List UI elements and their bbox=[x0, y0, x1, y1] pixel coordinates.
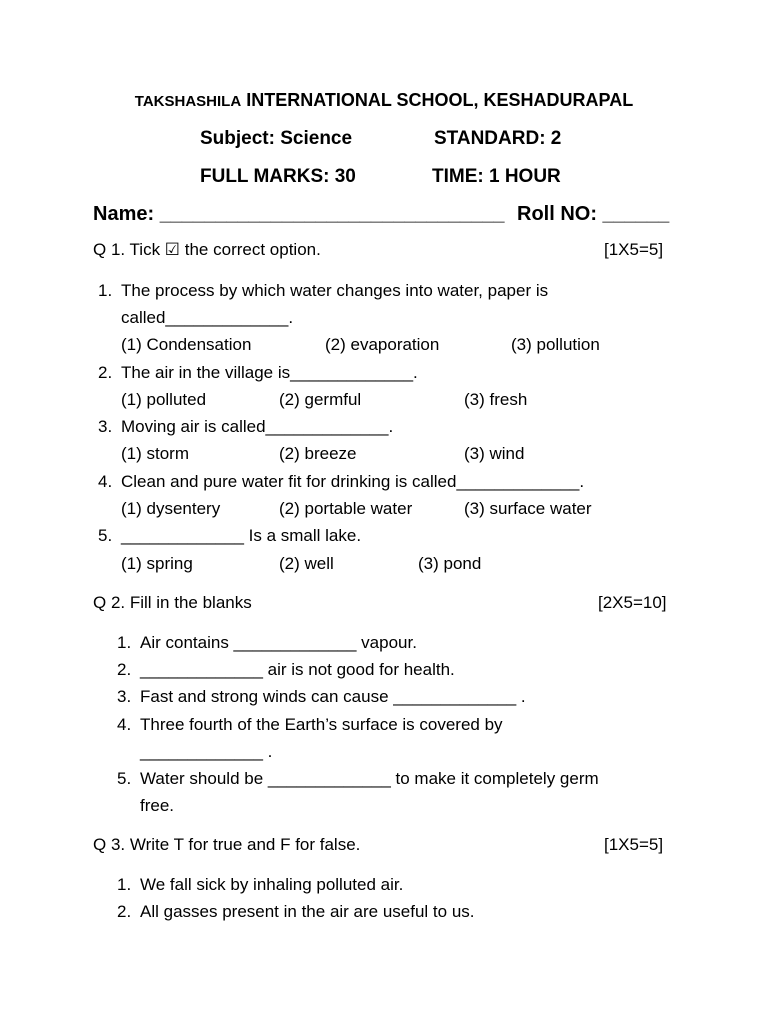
q1-option: (3) surface water bbox=[464, 499, 592, 518]
q2-item-number: 2. bbox=[117, 660, 132, 679]
q1-option: (1) spring bbox=[121, 554, 193, 573]
q1-item-text: Moving air is called_____________. bbox=[121, 417, 394, 436]
q1-option: (1) storm bbox=[121, 444, 189, 463]
q1-marks: [1X5=5] bbox=[604, 240, 664, 259]
q3-item-text: We fall sick by inhaling polluted air. bbox=[140, 875, 404, 894]
q1-item-text: _____________ Is a small lake. bbox=[121, 526, 362, 545]
q3-item-number: 2. bbox=[117, 902, 132, 921]
q2-title: Q 2. Fill in the blanks bbox=[93, 593, 252, 612]
standard-label: STANDARD: 2 bbox=[434, 128, 562, 149]
q2-item-number: 5. bbox=[117, 769, 132, 788]
q1-item-number: 1. bbox=[98, 281, 113, 300]
school-name bbox=[0, 90, 768, 111]
q1-item-number: 3. bbox=[98, 417, 113, 436]
name-field: Name: _______________________________ bbox=[93, 203, 505, 225]
q1-option: (1) dysentery bbox=[121, 499, 221, 518]
q1-option: (2) portable water bbox=[279, 499, 413, 518]
school-name-prefix: TAKSHASHILA bbox=[134, 93, 242, 110]
q2-item-number: 3. bbox=[117, 687, 132, 706]
q2-item-number: 1. bbox=[117, 633, 132, 652]
q2-item-text: _____________ air is not good for health. bbox=[140, 660, 455, 679]
full-marks-label: FULL MARKS: 30 bbox=[200, 166, 356, 187]
q1-item-text: The process by which water changes into water, paper is bbox=[121, 281, 549, 300]
school-name-rest: INTERNATIONAL SCHOOL, KESHADURAPAL bbox=[246, 90, 634, 110]
q1-option: (1) polluted bbox=[121, 390, 207, 409]
q1-title: Q 1. Tick ☑ the correct option. bbox=[93, 240, 321, 259]
q2-item-text: Air contains _____________ vapour. bbox=[140, 633, 417, 652]
q3-item-text: All gasses present in the air are useful to us. bbox=[140, 902, 475, 921]
subject-label: Subject: Science bbox=[200, 128, 353, 149]
time-label: TIME: 1 HOUR bbox=[432, 166, 561, 187]
q1-item-number: 5. bbox=[98, 526, 113, 545]
q1-option: (3) wind bbox=[464, 444, 525, 463]
q2-item-text: Water should be _____________ to make it completely germ bbox=[140, 769, 599, 788]
q1-option: (3) pollution bbox=[511, 335, 600, 354]
q1-item-number: 4. bbox=[98, 472, 113, 491]
q1-item-text: Clean and pure water fit for drinking is called_____________. bbox=[121, 472, 585, 491]
roll-number-field: Roll NO: ______ bbox=[517, 203, 670, 225]
q2-item-number: 4. bbox=[117, 715, 132, 734]
q3-title: Q 3. Write T for true and F for false. bbox=[93, 835, 361, 854]
q1-option: (3) pond bbox=[418, 554, 482, 573]
q2-item-text: Three fourth of the Earth’s surface is covered by bbox=[140, 715, 503, 734]
q1-item-number: 2. bbox=[98, 363, 113, 382]
q1-option: (2) breeze bbox=[279, 444, 357, 463]
q2-marks: [2X5=10] bbox=[598, 593, 667, 612]
q3-item-number: 1. bbox=[117, 875, 132, 894]
q1-item-text: The air in the village is_____________. bbox=[121, 363, 418, 382]
q1-option: (1) Condensation bbox=[121, 335, 252, 354]
q1-option: (3) fresh bbox=[464, 390, 528, 409]
q1-option: (2) evaporation bbox=[325, 335, 440, 354]
q2-item-text-cont: _____________ . bbox=[140, 742, 273, 761]
q3-marks: [1X5=5] bbox=[604, 835, 664, 854]
q2-item-text-cont: free. bbox=[140, 796, 175, 815]
q1-option: (2) well bbox=[279, 554, 334, 573]
q1-item-text-cont: called_____________. bbox=[121, 308, 294, 327]
q2-item-text: Fast and strong winds can cause _____________ . bbox=[140, 687, 526, 706]
q1-option: (2) germful bbox=[279, 390, 362, 409]
